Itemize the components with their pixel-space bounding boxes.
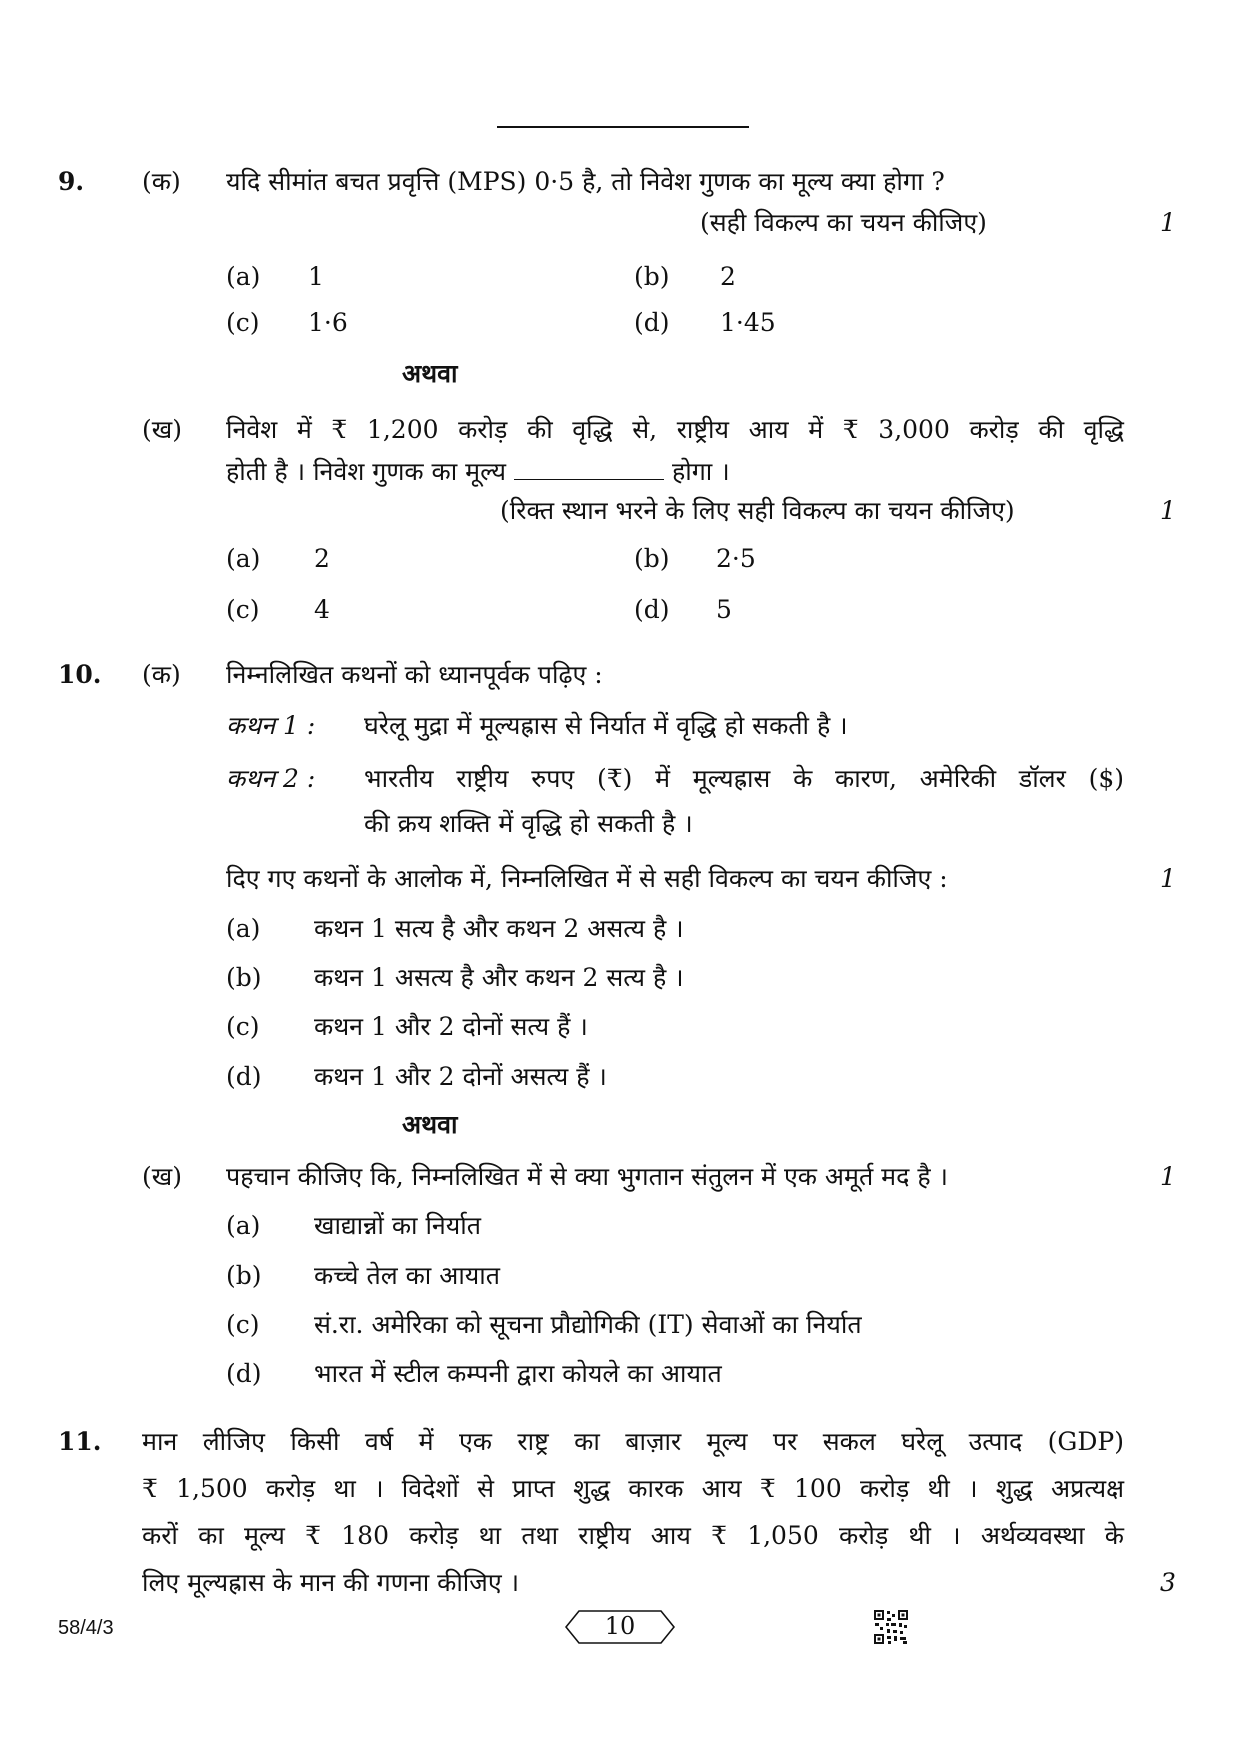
q9-kha-option-a-label: (a): [226, 544, 261, 573]
q9-ka-instruction: (सही विकल्प का चयन कीजिए): [700, 208, 987, 237]
qr-code-icon: [873, 1609, 909, 1645]
q11-line4: लिए मूल्यह्रास के मान की गणना कीजिए ।: [142, 1568, 520, 1597]
q10-kha-option-c-label: (c): [226, 1310, 260, 1339]
q9-kha-option-b-label: (b): [634, 544, 670, 573]
q11-line3: करों का मूल्य ₹ 180 करोड़ था तथा राष्ट्रीय आय ₹ 1,050 करोड़ थी । अर्थव्यवस्था के: [142, 1521, 1124, 1550]
page-number: 10: [604, 1612, 636, 1640]
q9-ka-option-b: 2: [720, 262, 736, 291]
q10-number: 10.: [58, 660, 102, 689]
paper-code: 58/4/3: [58, 1617, 114, 1639]
q11-line1: मान लीजिए किसी वर्ष में एक राष्ट्र का बाज़ार मूल्य पर सकल घरेलू उत्पाद (GDP): [142, 1427, 1124, 1456]
q10-ka-intro: निम्नलिखित कथनों को ध्यानपूर्वक पढ़िए :: [226, 660, 603, 689]
q10-statement2-label: कथन 2 :: [226, 764, 316, 793]
q10-ka-option-c-label: (c): [226, 1012, 260, 1041]
q9-kha-option-c-label: (c): [226, 595, 260, 624]
q9-ka-option-a-label: (a): [226, 262, 261, 291]
q10-kha-text: पहचान कीजिए कि, निम्नलिखित में से क्या भुगतान संतुलन में एक अमूर्त मद है ।: [226, 1162, 949, 1191]
q9-kha-option-d-label: (d): [634, 595, 670, 624]
q10-kha-option-b: कच्चे तेल का आयात: [314, 1261, 500, 1290]
q11-line2: ₹ 1,500 करोड़ था । विदेशों से प्राप्त शुद्ध कारक आय ₹ 100 करोड़ थी । शुद्ध अप्रत्यक्ष: [142, 1474, 1124, 1503]
q10-statement1-label: कथन 1 :: [226, 711, 316, 740]
q10-ka-option-c: कथन 1 और 2 दोनों सत्य हैं ।: [314, 1012, 588, 1041]
q10-ka-option-a-label: (a): [226, 914, 261, 943]
q10-ka-label: (क): [142, 660, 181, 689]
q10-kha-option-a: खाद्यान्नों का निर्यात: [314, 1211, 482, 1240]
q10-ka-option-b-label: (b): [226, 963, 262, 992]
q9-kha-option-d: 5: [716, 595, 732, 624]
fill-in-blank: [514, 459, 664, 480]
q9-kha-label: (ख): [142, 415, 182, 444]
q9-kha-instruction: (रिक्त स्थान भरने के लिए सही विकल्प का चयन कीजिए): [500, 496, 1015, 525]
q9-ka-option-c-label: (c): [226, 308, 260, 337]
q9-or: अथवा: [402, 359, 458, 388]
q10-ka-marks: 1: [1160, 864, 1176, 893]
q10-kha-marks: 1: [1160, 1162, 1176, 1191]
q9-ka-option-c: 1·6: [308, 308, 348, 337]
q9-ka-text: यदि सीमांत बचत प्रवृत्ति (MPS) 0·5 है, तो निवेश गुणक का मूल्य क्या होगा ?: [226, 167, 945, 196]
q10-statement2-line2: की क्रय शक्ति में वृद्धि हो सकती है ।: [364, 809, 693, 838]
q9-kha-marks: 1: [1160, 496, 1176, 525]
top-rule: [497, 126, 749, 128]
q9-kha-option-a: 2: [314, 544, 330, 573]
q9-kha-option-c: 4: [314, 595, 330, 624]
q10-kha-option-d: भारत में स्टील कम्पनी द्वारा कोयले का आयात: [314, 1359, 722, 1388]
q9-ka-option-d-label: (d): [634, 308, 670, 337]
q10-or: अथवा: [402, 1110, 458, 1139]
q11-marks: 3: [1160, 1568, 1176, 1597]
q9-kha-line2: [226, 456, 730, 487]
q10-kha-option-a-label: (a): [226, 1211, 261, 1240]
q10-kha-option-d-label: (d): [226, 1359, 262, 1388]
q10-ka-option-a: कथन 1 सत्य है और कथन 2 असत्य है ।: [314, 914, 684, 943]
q10-kha-option-c: सं.रा. अमेरिका को सूचना प्रौद्योगिकी (IT) सेवाओं का निर्यात: [314, 1310, 862, 1339]
q10-kha-option-b-label: (b): [226, 1261, 262, 1290]
q10-kha-label: (ख): [142, 1162, 182, 1191]
q9-kha-line1: निवेश में ₹ 1,200 करोड़ की वृद्धि से, राष्ट्रीय आय में ₹ 3,000 करोड़ की वृद्धि: [226, 415, 1124, 444]
q9-kha-option-b: 2·5: [716, 544, 756, 573]
q9-ka-option-b-label: (b): [634, 262, 670, 291]
q11-number: 11.: [58, 1427, 102, 1456]
q9-ka-label: (क): [142, 167, 181, 196]
q10-statement1-text: घरेलू मुद्रा में मूल्यह्रास से निर्यात में वृद्धि हो सकती है ।: [364, 711, 848, 740]
q9-kha-line2-start: होती है । निवेश गुणक का मूल्य: [226, 457, 507, 486]
q10-ka-option-d: कथन 1 और 2 दोनों असत्य हैं ।: [314, 1062, 607, 1091]
q9-ka-marks: 1: [1160, 208, 1176, 237]
q9-number: 9.: [58, 167, 85, 196]
q10-ka-question: दिए गए कथनों के आलोक में, निम्नलिखित में से सही विकल्प का चयन कीजिए :: [226, 864, 948, 893]
page-number-box: [565, 1610, 675, 1644]
q10-statement2-line1: भारतीय राष्ट्रीय रुपए (₹) में मूल्यह्रास के कारण, अमेरिकी डॉलर ($): [364, 764, 1124, 793]
q9-kha-line2-end: होगा ।: [671, 457, 730, 486]
q9-ka-option-d: 1·45: [720, 308, 776, 337]
q9-ka-option-a: 1: [308, 262, 324, 291]
q10-ka-option-b: कथन 1 असत्य है और कथन 2 सत्य है ।: [314, 963, 684, 992]
q10-ka-option-d-label: (d): [226, 1062, 262, 1091]
